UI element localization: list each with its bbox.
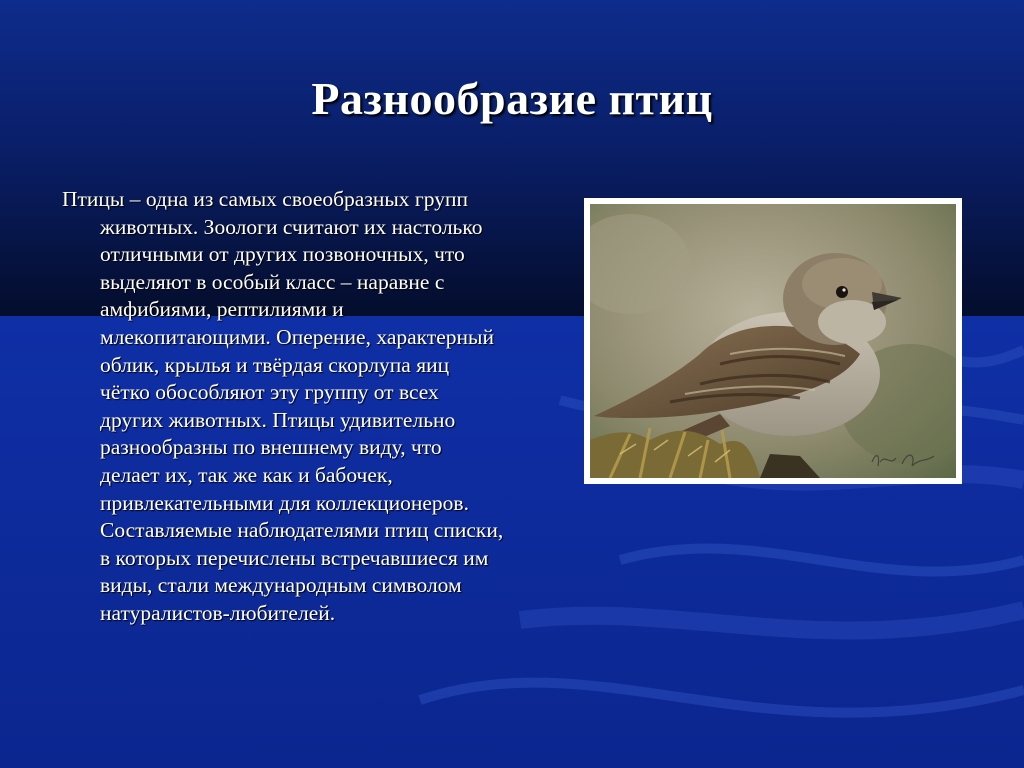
body-line: облик, крылья и твёрдая скорлупа яиц	[100, 352, 450, 377]
body-line: животных. Зоологи считают их настолько	[100, 214, 483, 239]
body-line: выделяют в особый класс – наравне с	[100, 269, 445, 294]
body-line: чётко обособляют эту группу от всех	[100, 380, 439, 405]
body-line: Составляемые наблюдателями птиц списки,	[100, 518, 504, 543]
body-line: делает их, так же как и бабочек,	[100, 462, 393, 487]
body-line: виды, стали международным символом	[100, 573, 462, 598]
body-line: разнообразны по внешнему виду, что	[100, 435, 442, 460]
body-line: натуралистов-любителей.	[100, 600, 336, 625]
body-line: отличными от других позвоночных, что	[100, 242, 465, 267]
body-line: в которых перечислены встречавшиеся им	[100, 545, 489, 570]
body-line: других животных. Птицы удивительно	[100, 407, 456, 432]
body-line: Птицы – одна из самых своеобразных групп	[62, 187, 468, 211]
body-line: привлекательными для коллекционеров.	[100, 490, 469, 515]
photo-frame	[584, 198, 962, 484]
slide-title: Разнообразие птиц	[311, 73, 713, 124]
body-line: млекопитающими. Оперение, характерный	[100, 324, 494, 349]
sparrow-photo	[590, 204, 956, 478]
body-line: амфибиями, рептилиями и	[100, 297, 344, 322]
slide-body-text	[62, 186, 572, 628]
